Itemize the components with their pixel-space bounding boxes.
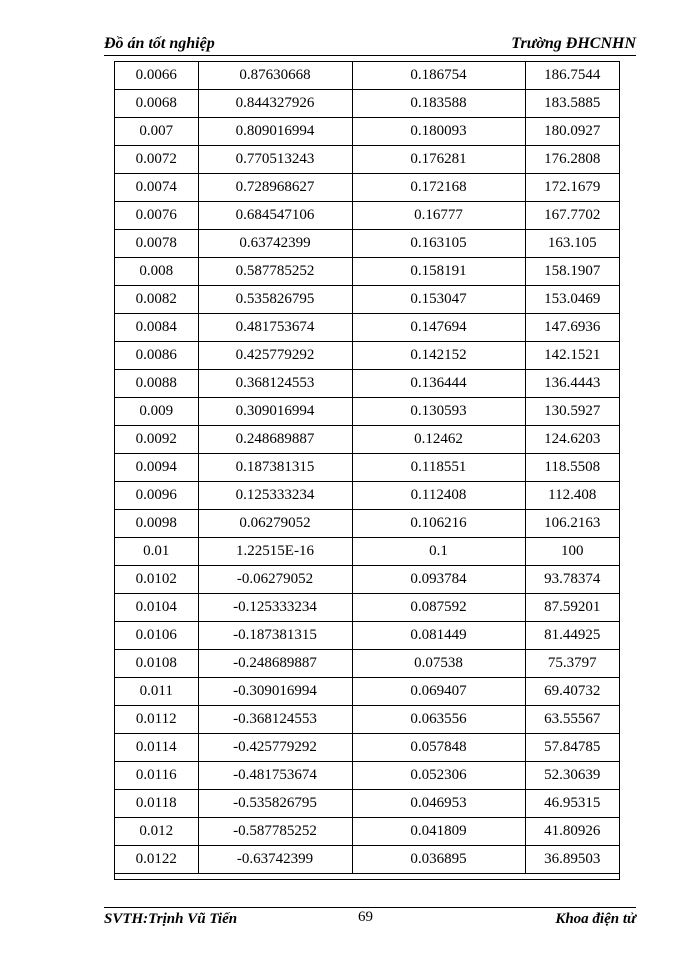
table-cell: 0.0098 xyxy=(115,510,198,538)
table-cell: 0.248689887 xyxy=(198,426,352,454)
table-cell: 52.30639 xyxy=(525,762,619,790)
table-row xyxy=(115,230,619,258)
table-cell: 0.106216 xyxy=(352,510,525,538)
table-cell: 36.89503 xyxy=(525,846,619,874)
table-cell: 147.6936 xyxy=(525,314,619,342)
table-cell: 41.80926 xyxy=(525,818,619,846)
table-cell: 0.176281 xyxy=(352,146,525,174)
table-row xyxy=(115,370,619,398)
table-cell: 142.1521 xyxy=(525,342,619,370)
table-cell: 0.87630668 xyxy=(198,62,352,90)
table-cell: 0.0118 xyxy=(115,790,198,818)
table-row xyxy=(115,622,619,650)
table-row xyxy=(115,482,619,510)
table-row xyxy=(115,846,619,874)
table-row xyxy=(115,174,619,202)
header-thesis-title: Đồ án tốt nghiệp xyxy=(104,35,215,52)
table-cell: 0.093784 xyxy=(352,566,525,594)
table-cell: 0.368124553 xyxy=(198,370,352,398)
table-row xyxy=(115,734,619,762)
table-cell: 0.081449 xyxy=(352,622,525,650)
table-cell: 0.0084 xyxy=(115,314,198,342)
table-cell: -0.187381315 xyxy=(198,622,352,650)
table-row xyxy=(115,398,619,426)
table-cell: 0.125333234 xyxy=(198,482,352,510)
table-cell: 0.158191 xyxy=(352,258,525,286)
table-cell: 0.007 xyxy=(115,118,198,146)
table-row xyxy=(115,678,619,706)
table-cell: 81.44925 xyxy=(525,622,619,650)
table-cell: 0.0104 xyxy=(115,594,198,622)
table-row xyxy=(115,118,619,146)
table-cell: 130.5927 xyxy=(525,398,619,426)
table-row xyxy=(115,286,619,314)
table-cell: 0.012 xyxy=(115,818,198,846)
table-cell: 0.063556 xyxy=(352,706,525,734)
table-cell: 0.057848 xyxy=(352,734,525,762)
table-cell: 0.01 xyxy=(115,538,198,566)
table-cell: 0.0102 xyxy=(115,566,198,594)
table-cell: 63.55567 xyxy=(525,706,619,734)
table-cell: 0.425779292 xyxy=(198,342,352,370)
table-cell: 0.844327926 xyxy=(198,90,352,118)
table-cell: -0.309016994 xyxy=(198,678,352,706)
table-cell: -0.06279052 xyxy=(198,566,352,594)
table-cell: 0.63742399 xyxy=(198,230,352,258)
table-cell: 0.009 xyxy=(115,398,198,426)
footer-faculty: Khoa điện tử xyxy=(555,911,636,927)
table-cell: 100 xyxy=(525,538,619,566)
table-cell: -0.481753674 xyxy=(198,762,352,790)
table-cell: 167.7702 xyxy=(525,202,619,230)
table-cell: 0.0088 xyxy=(115,370,198,398)
table-row xyxy=(115,818,619,846)
table-cell: 0.06279052 xyxy=(198,510,352,538)
table-cell: 0.309016994 xyxy=(198,398,352,426)
table-cell: 0.142152 xyxy=(352,342,525,370)
table-cell: 0.036895 xyxy=(352,846,525,874)
table-row xyxy=(115,314,619,342)
table-cell: 0.0074 xyxy=(115,174,198,202)
page-footer xyxy=(104,907,636,932)
table-row xyxy=(115,258,619,286)
table-cell: 0.0078 xyxy=(115,230,198,258)
table-cell: 180.0927 xyxy=(525,118,619,146)
data-table xyxy=(115,62,619,874)
table-cell: 87.59201 xyxy=(525,594,619,622)
footer-page-number: 69 xyxy=(358,909,373,925)
table-cell: 0.153047 xyxy=(352,286,525,314)
table-cell: 0.728968627 xyxy=(198,174,352,202)
table-row xyxy=(115,538,619,566)
table-cell: 0.684547106 xyxy=(198,202,352,230)
table-cell: 0.0068 xyxy=(115,90,198,118)
table-row xyxy=(115,790,619,818)
table-body xyxy=(115,62,619,874)
table-cell: 186.7544 xyxy=(525,62,619,90)
table-cell: 106.2163 xyxy=(525,510,619,538)
data-table-container xyxy=(114,61,620,880)
table-cell: 0.0092 xyxy=(115,426,198,454)
table-row xyxy=(115,146,619,174)
table-cell: 0.587785252 xyxy=(198,258,352,286)
table-row xyxy=(115,594,619,622)
table-row xyxy=(115,202,619,230)
table-cell: 0.011 xyxy=(115,678,198,706)
table-cell: 0.0116 xyxy=(115,762,198,790)
table-cell: 0.0076 xyxy=(115,202,198,230)
table-cell: 0.0082 xyxy=(115,286,198,314)
table-cell: 0.046953 xyxy=(352,790,525,818)
table-row xyxy=(115,706,619,734)
table-cell: 112.408 xyxy=(525,482,619,510)
table-cell: -0.125333234 xyxy=(198,594,352,622)
table-cell: 0.12462 xyxy=(352,426,525,454)
table-cell: 136.4443 xyxy=(525,370,619,398)
table-cell: 172.1679 xyxy=(525,174,619,202)
table-cell: 0.0114 xyxy=(115,734,198,762)
table-cell: 0.0086 xyxy=(115,342,198,370)
table-cell: 0.130593 xyxy=(352,398,525,426)
table-cell: -0.248689887 xyxy=(198,650,352,678)
table-cell: 75.3797 xyxy=(525,650,619,678)
table-cell: 163.105 xyxy=(525,230,619,258)
table-row xyxy=(115,62,619,90)
footer-student-name: SVTH:Trịnh Vũ Tiến xyxy=(104,911,238,927)
table-cell: 0.147694 xyxy=(352,314,525,342)
table-cell: 176.2808 xyxy=(525,146,619,174)
table-row xyxy=(115,426,619,454)
table-cell: 0.172168 xyxy=(352,174,525,202)
table-cell: 0.0066 xyxy=(115,62,198,90)
table-cell: 0.052306 xyxy=(352,762,525,790)
table-cell: 93.78374 xyxy=(525,566,619,594)
table-row xyxy=(115,762,619,790)
table-row xyxy=(115,342,619,370)
table-cell: 0.069407 xyxy=(352,678,525,706)
table-cell: 0.112408 xyxy=(352,482,525,510)
table-cell: 158.1907 xyxy=(525,258,619,286)
table-cell: 0.183588 xyxy=(352,90,525,118)
table-cell: 0.087592 xyxy=(352,594,525,622)
table-cell: 0.163105 xyxy=(352,230,525,258)
table-cell: 69.40732 xyxy=(525,678,619,706)
table-cell: 0.0106 xyxy=(115,622,198,650)
table-cell: 118.5508 xyxy=(525,454,619,482)
page-header xyxy=(104,33,636,56)
header-university: Trường ĐHCNHN xyxy=(511,35,636,52)
table-row xyxy=(115,454,619,482)
table-cell: 1.22515E-16 xyxy=(198,538,352,566)
table-cell: 46.95315 xyxy=(525,790,619,818)
table-cell: 0.07538 xyxy=(352,650,525,678)
table-cell: 0.16777 xyxy=(352,202,525,230)
table-cell: 0.0122 xyxy=(115,846,198,874)
table-cell: 0.809016994 xyxy=(198,118,352,146)
table-row xyxy=(115,650,619,678)
table-cell: 0.481753674 xyxy=(198,314,352,342)
table-row xyxy=(115,566,619,594)
table-cell: 0.0108 xyxy=(115,650,198,678)
table-cell: 0.0096 xyxy=(115,482,198,510)
table-cell: 153.0469 xyxy=(525,286,619,314)
table-row xyxy=(115,90,619,118)
table-row xyxy=(115,510,619,538)
table-cell: 0.1 xyxy=(352,538,525,566)
table-cell: 0.186754 xyxy=(352,62,525,90)
table-cell: 0.008 xyxy=(115,258,198,286)
table-cell: 0.0094 xyxy=(115,454,198,482)
table-cell: -0.425779292 xyxy=(198,734,352,762)
table-cell: 0.136444 xyxy=(352,370,525,398)
table-cell: -0.63742399 xyxy=(198,846,352,874)
table-cell: 0.180093 xyxy=(352,118,525,146)
table-cell: 0.041809 xyxy=(352,818,525,846)
table-cell: 183.5885 xyxy=(525,90,619,118)
table-cell: 0.0072 xyxy=(115,146,198,174)
table-cell: 57.84785 xyxy=(525,734,619,762)
table-cell: -0.587785252 xyxy=(198,818,352,846)
table-cell: 0.118551 xyxy=(352,454,525,482)
table-cell: 0.187381315 xyxy=(198,454,352,482)
table-cell: 0.0112 xyxy=(115,706,198,734)
table-cell: -0.368124553 xyxy=(198,706,352,734)
table-cell: -0.535826795 xyxy=(198,790,352,818)
table-cell: 0.535826795 xyxy=(198,286,352,314)
table-cell: 124.6203 xyxy=(525,426,619,454)
table-cell: 0.770513243 xyxy=(198,146,352,174)
